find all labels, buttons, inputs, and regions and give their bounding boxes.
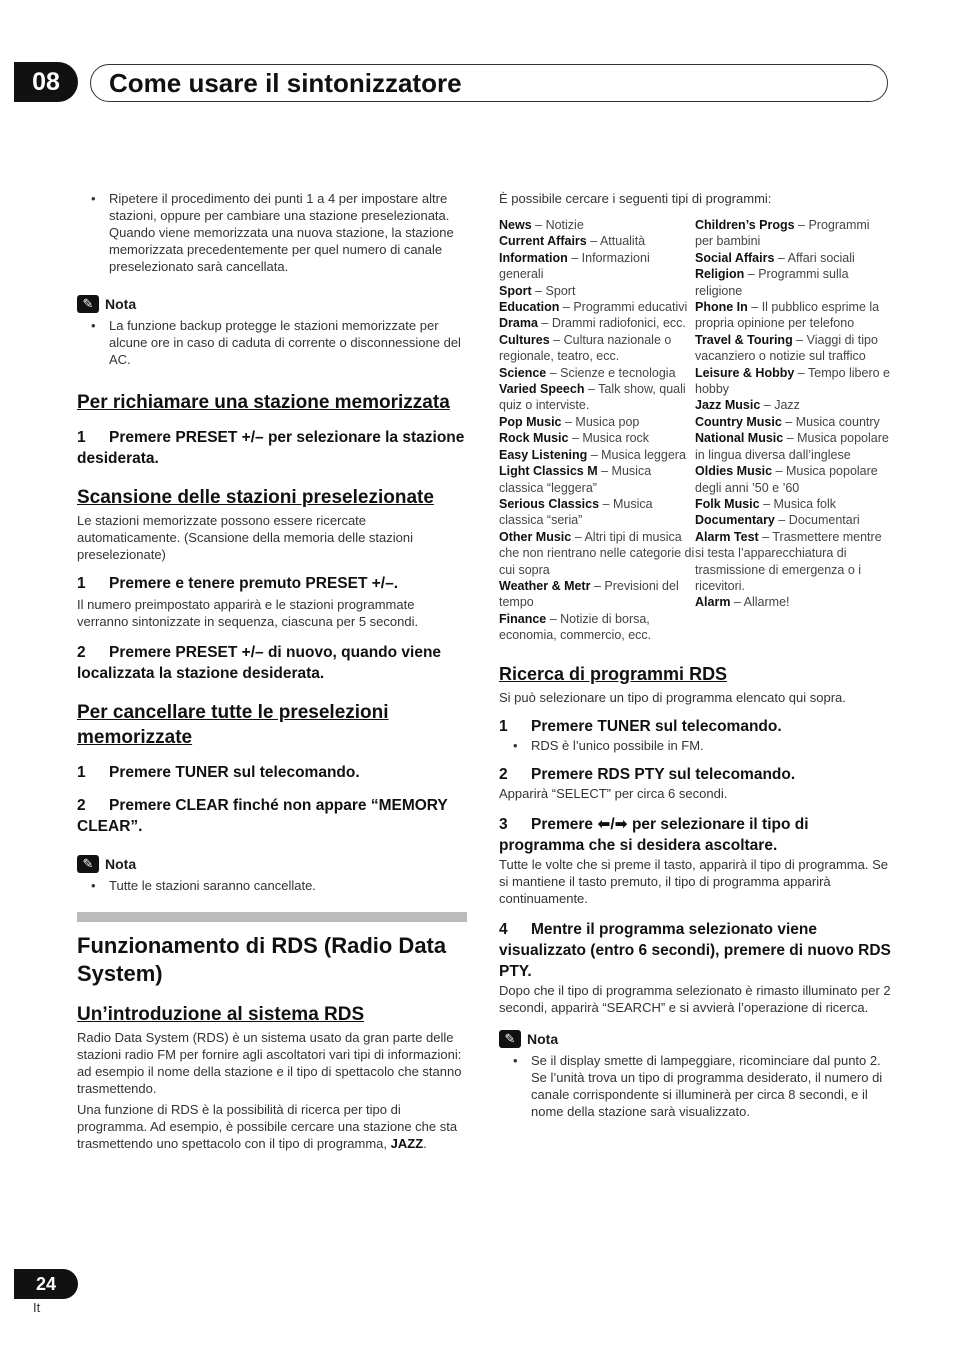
program-type-item: Religion – Programmi sulla religione <box>695 267 849 298</box>
note-label: Nota <box>527 1030 559 1047</box>
note-pencil-icon: ✎ <box>77 295 99 313</box>
search-step-3-text: Tutte le volte che si preme il tasto, apparirà il tipo di programma. Se si mantiene il tasto premuto, il tipo di programma apparirà continuamente. <box>499 856 888 906</box>
note-block-3 <box>499 1030 891 1048</box>
search-step-2-text: Apparirà “SELECT” per circa 6 secondi. <box>499 785 728 801</box>
program-type-name: Science <box>499 365 547 380</box>
program-type-name: Easy Listening <box>499 447 588 462</box>
program-type-name: Social Affairs <box>695 250 775 265</box>
program-type-item: Alarm – Allarme! <box>695 595 790 610</box>
program-type-item: Folk Music – Musica folk <box>695 496 837 511</box>
program-type-desc: Previsioni del tempo <box>499 578 679 610</box>
program-type-desc: Drammi radiofonici, ecc. <box>551 316 686 331</box>
program-types-column-2 <box>695 217 891 644</box>
program-type-name: Pop Music <box>499 414 562 429</box>
program-type-name: Alarm <box>695 595 731 610</box>
rds-heading: Funzionamento di RDS (Radio Data System) <box>77 933 447 986</box>
program-type-desc: Musica classica “seria” <box>499 496 653 528</box>
program-type-desc: Programmi per bambini <box>695 218 870 249</box>
program-type-name: News <box>499 218 532 232</box>
program-type-desc: Musica rock <box>582 431 650 446</box>
program-type-item: Drama – Drammi radiofonici, ecc. <box>499 316 686 331</box>
program-type-name: Other Music <box>499 529 572 544</box>
program-type-item: Leisure & Hobby – Tempo libero e hobby <box>695 365 890 397</box>
program-type-name: Children’s Progs <box>695 218 795 232</box>
scan-step-1-text: Il numero preimpostato apparirà e le stazioni programmate verranno sintonizzate in sequenza, ciascuna per 5 secondi. <box>77 597 419 629</box>
scan-step-1: 1 Premere e tenere premuto PRESET +/–. <box>77 575 399 592</box>
program-type-desc: Musica classica “leggera” <box>499 464 652 495</box>
program-type-desc: Talk show, quali quiz o interviste. <box>499 382 686 413</box>
program-type-desc: Allarme! <box>743 595 790 610</box>
program-type-item: National Music – Musica popolare in lingua diversa dall’inglese <box>695 431 889 462</box>
program-type-desc: Musica country <box>795 414 880 429</box>
program-type-name: Serious Classics <box>499 496 600 511</box>
search-step-1-bullet: • RDS è l’unico possibile in FM. <box>499 737 891 754</box>
program-type-item: Science – Scienze e tecnologia <box>499 365 676 380</box>
program-type-item: Oldies Music – Musica popolare degli anni ’50 e ’60 <box>695 464 878 495</box>
program-type-item: Alarm Test – Trasmettere mentre si testa l’apparecchiatura di trasmissione di emergenza o i ricevitori. <box>695 529 882 593</box>
cancel-step-1: 1 Premere TUNER sul telecomando. <box>77 764 360 781</box>
program-types-list <box>499 217 891 644</box>
program-type-item: Phone In – Il pubblico esprime la propria opinione per telefono <box>695 300 880 331</box>
program-type-desc: Musica pop <box>575 414 640 429</box>
search-step-1: 1 Premere TUNER sul telecomando. <box>499 717 782 735</box>
program-type-name: Weather & Metr <box>499 578 591 593</box>
note-label: Nota <box>105 296 137 312</box>
program-types-column-1 <box>499 217 695 644</box>
program-type-desc: Sport <box>545 283 576 298</box>
program-type-desc: Il pubblico esprime la propria opinione per telefono <box>695 300 880 331</box>
program-type-desc: Musica leggera <box>601 447 686 462</box>
program-type-desc: Informazioni generali <box>499 250 650 282</box>
cancel-heading: Per cancellare tutte le preselezioni memorizzate <box>77 702 389 748</box>
search-heading: Ricerca di programmi RDS <box>499 663 728 684</box>
language-code: It <box>33 1300 41 1315</box>
program-type-item: Travel & Touring – Viaggi di tipo vacanziero o notizie sul traffico <box>695 332 878 364</box>
program-type-name: Alarm Test <box>695 529 759 544</box>
left-column <box>77 188 467 1152</box>
scan-step-2: 2 Premere PRESET +/– di nuovo, quando viene localizzata la stazione desiderata. <box>77 644 442 682</box>
program-type-item: Pop Music – Musica pop <box>499 414 640 429</box>
intro-bullet: • Ripetere il procedimento dei punti 1 a 4 per impostare altre stazioni, oppure per cambiare una stazione preselezionata. Quando viene memorizzata una nuova stazione, la stazione memorizzata precedentemente per quel numero di canale preselezionato sarà cancellata. <box>77 190 467 275</box>
program-type-item: Finance – Notizie di borsa, economia, commercio, ecc. <box>499 611 652 643</box>
program-type-name: Current Affairs <box>499 234 587 249</box>
program-type-item: Sport – Sport <box>499 283 576 298</box>
program-type-item: Light Classics M – Musica classica “leggera” <box>499 464 652 495</box>
scan-text: Le stazioni memorizzate possono essere ricercate automaticamente. (Scansione della memoria delle stazioni preselezionate) <box>77 513 414 562</box>
program-type-desc: Affari sociali <box>787 250 855 265</box>
program-type-name: Jazz Music <box>695 398 761 413</box>
program-type-item: Children’s Progs – Programmi per bambini <box>695 218 870 249</box>
program-type-desc: Musica popolare degli anni ’50 e ’60 <box>695 464 878 495</box>
program-type-desc: Programmi educativi <box>573 300 688 315</box>
program-type-name: Phone In <box>695 300 748 315</box>
note-pencil-icon: ✎ <box>77 855 99 873</box>
chapter-number: 08 <box>32 67 60 96</box>
program-type-desc: Notizie di borsa, economia, commercio, ecc. <box>499 611 652 643</box>
program-type-name: Oldies Music <box>695 464 773 479</box>
program-type-desc: Cultura nazionale o regionale, teatro, ecc. <box>499 332 672 364</box>
search-step-4: 4 Mentre il programma selezionato viene visualizzato (entro 6 secondi), premere di nuovo RDS PTY. <box>499 920 891 980</box>
program-type-item: Serious Classics – Musica classica “seria” <box>499 496 653 528</box>
program-type-desc: Viaggi di tipo vacanziero o notizie sul traffico <box>695 332 878 364</box>
program-type-name: Education <box>499 300 560 315</box>
program-type-desc: Documentari <box>788 513 860 528</box>
program-type-desc: Trasmettere mentre si testa l’apparecchiatura di trasmissione di emergenza o i ricevitori. <box>695 529 882 593</box>
program-type-desc: Jazz <box>774 398 800 413</box>
program-type-item: Easy Listening – Musica leggera <box>499 447 686 462</box>
rds-intro-heading: Un’introduzione al sistema RDS <box>77 1004 365 1025</box>
program-type-name: Folk Music <box>695 496 760 511</box>
chapter-title-box <box>90 64 888 102</box>
chapter-title: Come usare il sintonizzatore <box>109 67 462 98</box>
scan-heading: Scansione delle stazioni preselezionate <box>77 487 434 508</box>
program-type-item: Jazz Music – Jazz <box>695 398 800 413</box>
cancel-step-2: 2 Premere CLEAR finché non appare “MEMORY CLEAR”. <box>77 797 448 835</box>
search-step-2: 2 Premere RDS PTY sul telecomando. <box>499 765 796 783</box>
program-type-name: Sport <box>499 283 532 298</box>
program-type-name: Religion <box>695 267 745 282</box>
program-type-item: Education – Programmi educativi <box>499 300 688 315</box>
program-type-desc: Programmi sulla religione <box>695 267 849 298</box>
program-type-item: Other Music – Altri tipi di musica che non rientrano nelle categorie di cui sopra <box>499 529 695 577</box>
note-label: Nota <box>105 856 137 872</box>
right-column <box>499 188 891 1120</box>
program-type-item: Rock Music – Musica rock <box>499 431 650 446</box>
note-block-2 <box>77 855 467 873</box>
program-type-item: Country Music – Musica country <box>695 414 880 429</box>
search-step-3: 3 Premere ⬅/➡ per selezionare il tipo di programma che si desidera ascoltare. <box>499 815 809 854</box>
program-type-name: Documentary <box>695 513 775 528</box>
program-type-name: Travel & Touring <box>695 332 793 347</box>
program-type-name: Information <box>499 250 568 265</box>
arrow-left-right-icon: ⬅/➡ <box>597 815 628 833</box>
program-type-name: Country Music <box>695 414 782 429</box>
search-step-4-text: Dopo che il tipo di programma selezionato è rimasto illuminato per 2 secondi, apparirà “SEARCH” e si avvierà l’operazione di ricerca. <box>499 982 891 1015</box>
program-type-item: Current Affairs – Attualità <box>499 234 646 249</box>
section-divider-bar <box>77 912 467 922</box>
page-number-badge <box>14 1269 78 1299</box>
note-bullet-1: • La funzione backup protegge le stazioni memorizzate per alcune ore in caso di caduta di corrente o disconnessione del AC. <box>77 317 467 368</box>
recall-heading: Per richiamare una stazione memorizzata <box>77 392 450 413</box>
program-type-item: Varied Speech – Talk show, quali quiz o interviste. <box>499 382 686 413</box>
chapter-number-badge <box>14 62 78 102</box>
note-pencil-icon: ✎ <box>499 1030 521 1048</box>
recall-step: 1 Premere PRESET +/– per selezionare la stazione desiderata. <box>77 429 465 467</box>
program-type-name: Varied Speech <box>499 382 585 397</box>
program-type-desc: Altri tipi di musica che non rientrano nelle categorie di cui sopra <box>499 529 695 577</box>
program-type-desc: Scienze e tecnologia <box>560 365 676 380</box>
note-bullet-3: • Se il display smette di lampeggiare, ricominciare dal punto 2. Se l’unità trova un tipo di programma desiderato, il numero di canale corrispondente si illuminerà per circa 8 secondi, e il nome della stazione sarà visualizzato. <box>499 1052 891 1120</box>
note-block-1 <box>77 295 467 313</box>
note-bullet-2: • Tutte le stazioni saranno cancellate. <box>77 877 467 894</box>
program-type-name: Light Classics M <box>499 464 598 479</box>
program-type-desc: Tempo libero e hobby <box>695 365 890 397</box>
program-type-desc: Attualità <box>599 234 646 249</box>
program-type-name: Finance <box>499 611 547 626</box>
rds-intro-p1: Radio Data System (RDS) è un sistema usato da gran parte delle stazioni radio FM per fornire agli ascoltatori vari tipi di informazioni: ad esempio il nome della stazione e il tipo di spettacolo che stanno trasmettendo. <box>77 1030 462 1096</box>
program-type-name: Rock Music <box>499 431 569 446</box>
page-number: 24 <box>35 1273 57 1294</box>
program-type-item: Information – Informazioni generali <box>499 250 650 282</box>
program-type-item: Social Affairs – Affari sociali <box>695 250 855 265</box>
program-type-item: Documentary – Documentari <box>695 513 860 528</box>
program-type-name: Leisure & Hobby <box>695 365 795 380</box>
program-type-name: Drama <box>499 316 538 331</box>
search-text: Si può selezionare un tipo di programma elencato qui sopra. <box>499 689 846 705</box>
program-type-item: Weather & Metr – Previsioni del tempo <box>499 578 679 610</box>
rds-intro-p2: Una funzione di RDS è la possibilità di ricerca per tipo di programma. Ad esempio, è possibile cercare una stazione che sta trasmettendo uno spettacolo con il tipo di programma, JAZZ. <box>77 1102 458 1151</box>
program-type-desc: Notizie <box>545 218 584 232</box>
program-type-name: Cultures <box>499 332 550 347</box>
program-type-item: News – Notizie <box>499 218 584 232</box>
program-type-desc: Musica folk <box>773 496 837 511</box>
types-intro: È possibile cercare i seguenti tipi di programmi: <box>499 191 772 206</box>
program-type-name: National Music <box>695 431 784 446</box>
program-type-desc: Musica popolare in lingua diversa dall’inglese <box>695 431 889 462</box>
program-type-item: Cultures – Cultura nazionale o regionale, teatro, ecc. <box>499 332 672 364</box>
